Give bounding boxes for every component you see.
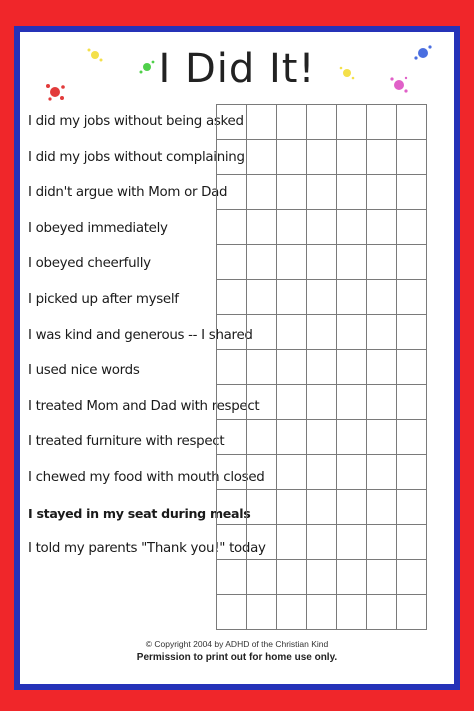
check-box-cell[interactable] (367, 455, 397, 490)
behavior-label: I told my parents "Thank you!" today (28, 541, 266, 557)
check-box-cell[interactable] (367, 280, 397, 315)
check-box-cell[interactable] (367, 595, 397, 630)
check-box-cell[interactable] (247, 595, 277, 630)
check-box-cell[interactable] (397, 595, 427, 630)
green-paint-splat-icon (138, 58, 156, 76)
check-box-cell[interactable] (307, 385, 337, 420)
behavior-label: I did my jobs without complaining (28, 149, 245, 165)
grid-row (217, 525, 427, 560)
check-box-cell[interactable] (397, 490, 427, 525)
check-box-cell[interactable] (337, 525, 367, 560)
check-box-cell[interactable] (397, 140, 427, 175)
behavior-label: I picked up after myself (28, 291, 179, 307)
check-box-cell[interactable] (397, 350, 427, 385)
check-box-cell[interactable] (367, 350, 397, 385)
check-box-cell[interactable] (247, 385, 277, 420)
grid-row (217, 210, 427, 245)
check-box-cell[interactable] (247, 210, 277, 245)
grid-row (217, 175, 427, 210)
check-box-cell[interactable] (307, 490, 337, 525)
check-box-cell[interactable] (307, 105, 337, 140)
check-box-cell[interactable] (367, 490, 397, 525)
check-box-cell[interactable] (367, 105, 397, 140)
check-box-cell[interactable] (277, 350, 307, 385)
check-box-cell[interactable] (307, 420, 337, 455)
check-box-cell[interactable] (277, 140, 307, 175)
grid-row (217, 490, 427, 525)
check-box-cell[interactable] (337, 490, 367, 525)
check-box-cell[interactable] (397, 280, 427, 315)
grid-row (217, 595, 427, 630)
check-box-cell[interactable] (307, 350, 337, 385)
check-box-cell[interactable] (217, 595, 247, 630)
check-box-cell[interactable] (277, 525, 307, 560)
checkbox-grid (216, 104, 427, 630)
check-box-cell[interactable] (337, 385, 367, 420)
check-box-cell[interactable] (277, 490, 307, 525)
check-box-cell[interactable] (217, 140, 247, 175)
check-box-cell[interactable] (367, 210, 397, 245)
check-box-cell[interactable] (217, 455, 247, 490)
check-box-cell[interactable] (307, 245, 337, 280)
check-box-cell[interactable] (337, 560, 367, 595)
check-box-cell[interactable] (397, 315, 427, 350)
behavior-label: I stayed in my seat during meals (28, 505, 251, 521)
grid-row (217, 455, 427, 490)
check-box-cell[interactable] (217, 350, 247, 385)
check-box-cell[interactable] (277, 210, 307, 245)
check-box-cell[interactable] (217, 490, 247, 525)
check-box-cell[interactable] (307, 315, 337, 350)
chart-sheet (20, 32, 454, 684)
check-box-cell[interactable] (397, 385, 427, 420)
check-box-cell[interactable] (247, 420, 277, 455)
check-box-cell[interactable] (337, 210, 367, 245)
behavior-label: I obeyed cheerfully (28, 256, 151, 272)
grid-row (217, 245, 427, 280)
behavior-label: I treated furniture with respect (28, 434, 225, 450)
check-box-cell[interactable] (337, 280, 367, 315)
copyright-text: © Copyright 2004 by ADHD of the Christian Kind (145, 639, 329, 649)
grid-row (217, 350, 427, 385)
check-box-cell[interactable] (277, 105, 307, 140)
check-box-cell[interactable] (277, 385, 307, 420)
behavior-label: I used nice words (28, 363, 140, 379)
check-box-cell[interactable] (217, 245, 247, 280)
check-box-cell[interactable] (337, 315, 367, 350)
check-box-cell[interactable] (307, 525, 337, 560)
check-box-cell[interactable] (247, 560, 277, 595)
page-title: I Did It! (158, 46, 316, 92)
pink-paint-splat-icon (388, 74, 410, 96)
check-box-cell[interactable] (367, 525, 397, 560)
behavior-label: I did my jobs without being asked (28, 114, 244, 129)
check-box-cell[interactable] (367, 245, 397, 280)
check-box-cell[interactable] (277, 560, 307, 595)
grid-row (217, 315, 427, 350)
behavior-label: I obeyed immediately (28, 220, 168, 236)
yellow-paint-splat-icon (338, 64, 356, 82)
check-box-cell[interactable] (337, 350, 367, 385)
check-box-cell[interactable] (397, 105, 427, 140)
behavior-list (28, 104, 266, 638)
check-box-cell[interactable] (217, 280, 247, 315)
check-box-cell[interactable] (367, 420, 397, 455)
check-box-cell[interactable] (307, 210, 337, 245)
check-box-cell[interactable] (337, 105, 367, 140)
check-box-cell[interactable] (367, 385, 397, 420)
check-box-cell[interactable] (217, 210, 247, 245)
check-box-cell[interactable] (277, 175, 307, 210)
check-box-cell[interactable] (217, 560, 247, 595)
check-box-cell[interactable] (367, 315, 397, 350)
check-box-cell[interactable] (217, 525, 247, 560)
check-box-cell[interactable] (247, 315, 277, 350)
check-box-cell[interactable] (397, 210, 427, 245)
behavior-label (28, 602, 216, 638)
check-box-cell[interactable] (337, 420, 367, 455)
behavior-label: I was kind and generous -- I shared (28, 327, 253, 343)
behavior-label: I chewed my food with mouth closed (28, 469, 265, 485)
check-box-cell[interactable] (277, 315, 307, 350)
check-box-cell[interactable] (277, 280, 307, 315)
check-box-cell[interactable] (337, 140, 367, 175)
check-box-cell[interactable] (337, 175, 367, 210)
check-box-cell[interactable] (277, 455, 307, 490)
behavior-label: I treated Mom and Dad with respect (28, 398, 260, 414)
check-box-cell[interactable] (277, 595, 307, 630)
check-box-cell[interactable] (247, 175, 277, 210)
yellow-paint-splat-icon (86, 46, 104, 64)
check-box-cell[interactable] (247, 105, 277, 140)
check-box-cell[interactable] (307, 175, 337, 210)
check-box-cell[interactable] (247, 140, 277, 175)
check-box-cell[interactable] (217, 315, 247, 350)
check-box-cell[interactable] (307, 140, 337, 175)
behavior-label (28, 567, 216, 603)
permission-text: Permission to print out for home use only. (136, 652, 338, 663)
red-paint-splat-icon (42, 80, 68, 104)
check-box-cell[interactable] (367, 560, 397, 595)
grid-row (217, 140, 427, 175)
check-box-cell[interactable] (397, 560, 427, 595)
grid-row (217, 560, 427, 595)
grid-row (217, 105, 427, 140)
check-box-cell[interactable] (367, 175, 397, 210)
check-box-cell[interactable] (397, 455, 427, 490)
check-box-cell[interactable] (367, 140, 397, 175)
check-box-cell[interactable] (217, 105, 247, 140)
check-box-cell[interactable] (307, 455, 337, 490)
grid-row (217, 420, 427, 455)
check-box-cell[interactable] (337, 595, 367, 630)
check-box-cell[interactable] (217, 385, 247, 420)
check-box-cell[interactable] (247, 350, 277, 385)
check-box-cell[interactable] (247, 280, 277, 315)
check-box-cell[interactable] (337, 245, 367, 280)
check-box-cell[interactable] (217, 175, 247, 210)
grid-row (217, 385, 427, 420)
grid-row (217, 280, 427, 315)
check-box-cell[interactable] (277, 420, 307, 455)
check-box-cell[interactable] (277, 245, 307, 280)
check-box-cell[interactable] (307, 595, 337, 630)
blue-paint-splat-icon (412, 42, 434, 64)
check-box-cell[interactable] (397, 525, 427, 560)
check-box-cell[interactable] (337, 455, 367, 490)
check-box-cell[interactable] (247, 525, 277, 560)
check-box-cell[interactable] (397, 245, 427, 280)
check-box-cell[interactable] (397, 420, 427, 455)
check-box-cell[interactable] (217, 420, 247, 455)
check-box-cell[interactable] (397, 175, 427, 210)
check-box-cell[interactable] (247, 245, 277, 280)
check-box-cell[interactable] (247, 455, 277, 490)
check-box-cell[interactable] (247, 490, 277, 525)
check-box-cell[interactable] (307, 280, 337, 315)
behavior-label: I didn't argue with Mom or Dad (28, 185, 228, 201)
check-box-cell[interactable] (307, 560, 337, 595)
